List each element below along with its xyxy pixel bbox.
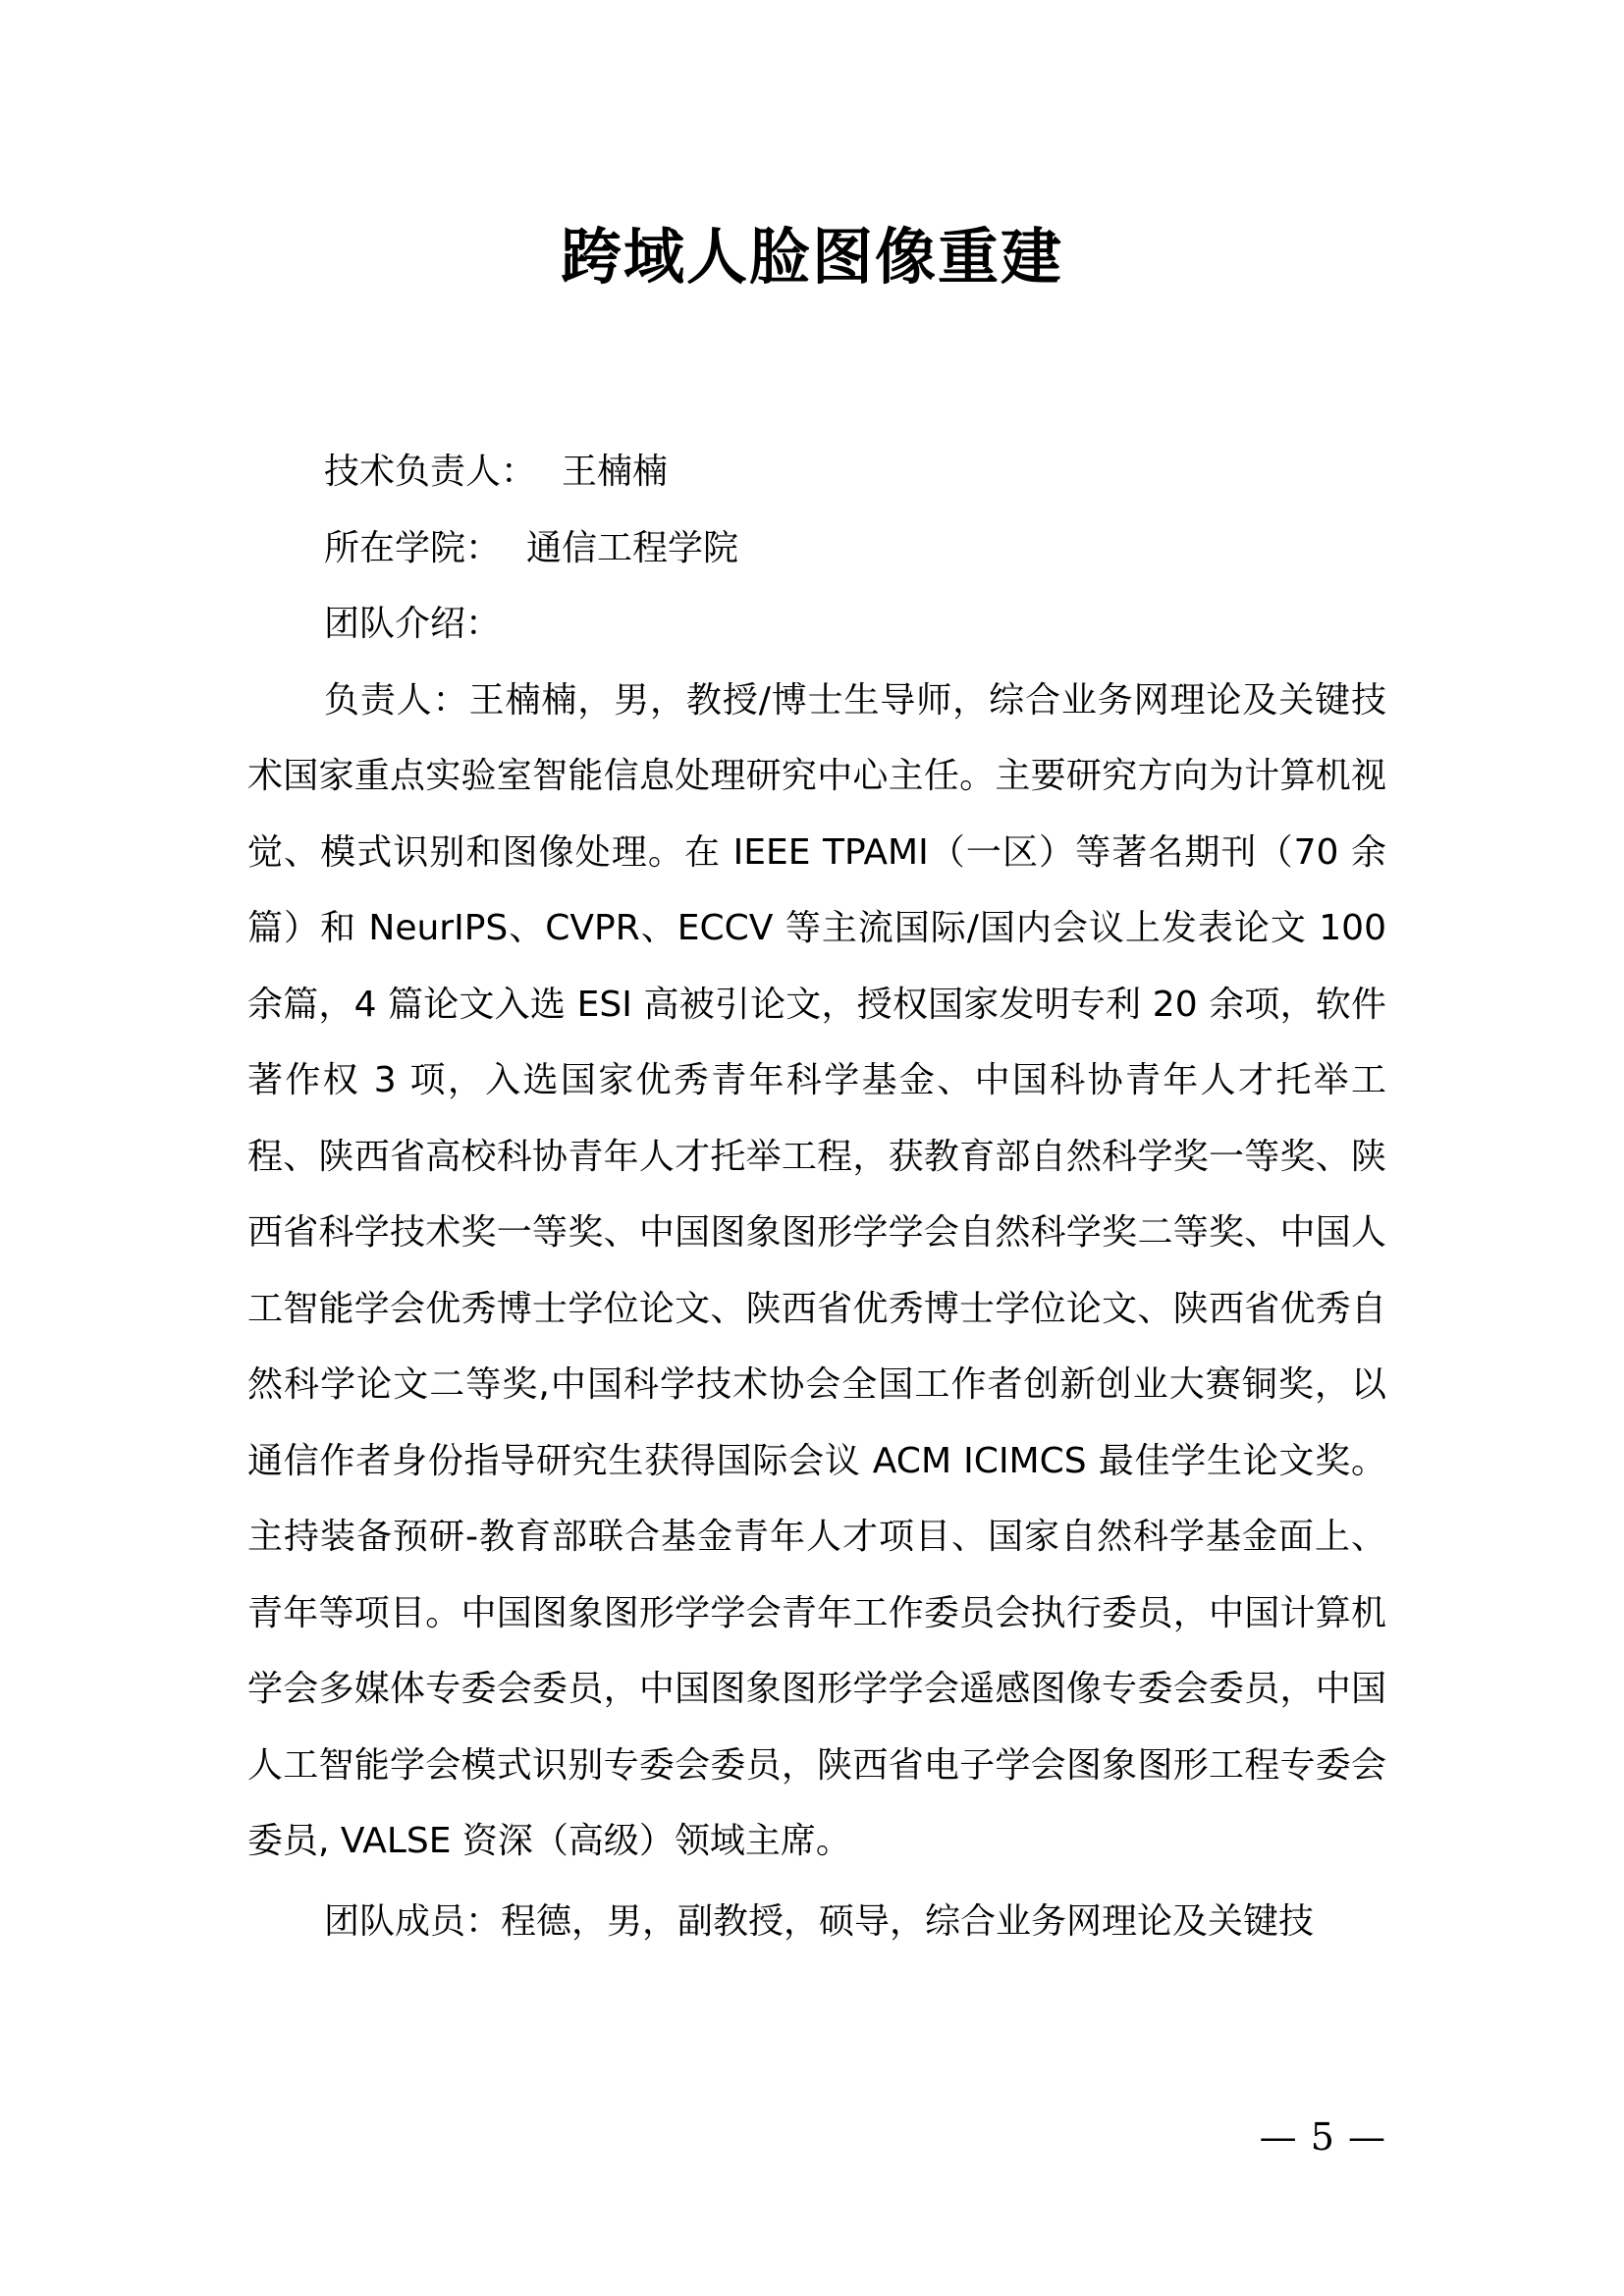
leader-name: 王楠楠 (562, 452, 669, 492)
document-body (247, 434, 1386, 1959)
leader-bio-paragraph: 负责人：王楠楠，男，教授/博士生导师，综合业务网理论及关键技术国家重点实验室智能信息处理研究中心主任。主要研究方向为计算机视觉、模式识别和图像处理。在 IEEE TPAMI（一区）等著名期刊（70 余篇）和 NeurIPS、CVPR、ECCV 等主流国际/国内会议上发表论文 100 余篇，4 篇论文入选 ESI 高被引论文，授权国家发明专利 20 余项，软件著作权 3 项，入选国家优秀青年科学基金、中国科协青年人才托举工程、陕西省高校科协青年人才托举工程，获教育部自然科学奖一等奖、陕西省科学技术奖一等奖、中国图象图形学学会自然科学奖二等奖、中国人工智能学会优秀博士学位论文、陕西省优秀博士学位论文、陕西省优秀自然科学论文二等奖,中国科学技术协会全国工作者创新创业大赛铜奖，以通信作者身份指导研究生获得国际会议 ACM ICIMCS 最佳学生论文奖。主持装备预研-教育部联合基金青年人才项目、国家自然科学基金面上、青年等项目。中国图象图形学学会青年工作委员会执行委员，中国计算机学会多媒体专委会委员，中国图象图形学学会遥感图像专委会委员，中国人工智能学会模式识别专委会委员，陕西省电子学会图象图形工程专委会委员, VALSE 资深（高级）领域主席。 (247, 679, 1386, 1861)
page-number: — 5 — (1259, 2115, 1386, 2159)
page-title: 跨域人脸图像重建 (560, 221, 1063, 293)
leader-label: 技术负责人： (324, 452, 537, 492)
leader-line (247, 434, 1386, 510)
college-line (247, 510, 1386, 587)
college-name: 通信工程学院 (526, 527, 739, 568)
team-members-paragraph: 团队成员：程德，男，副教授，硕导，综合业务网理论及关键技 (324, 1900, 1315, 1942)
college-label: 所在学院： (324, 527, 502, 568)
team-intro-label: 团队介绍： (324, 604, 502, 644)
